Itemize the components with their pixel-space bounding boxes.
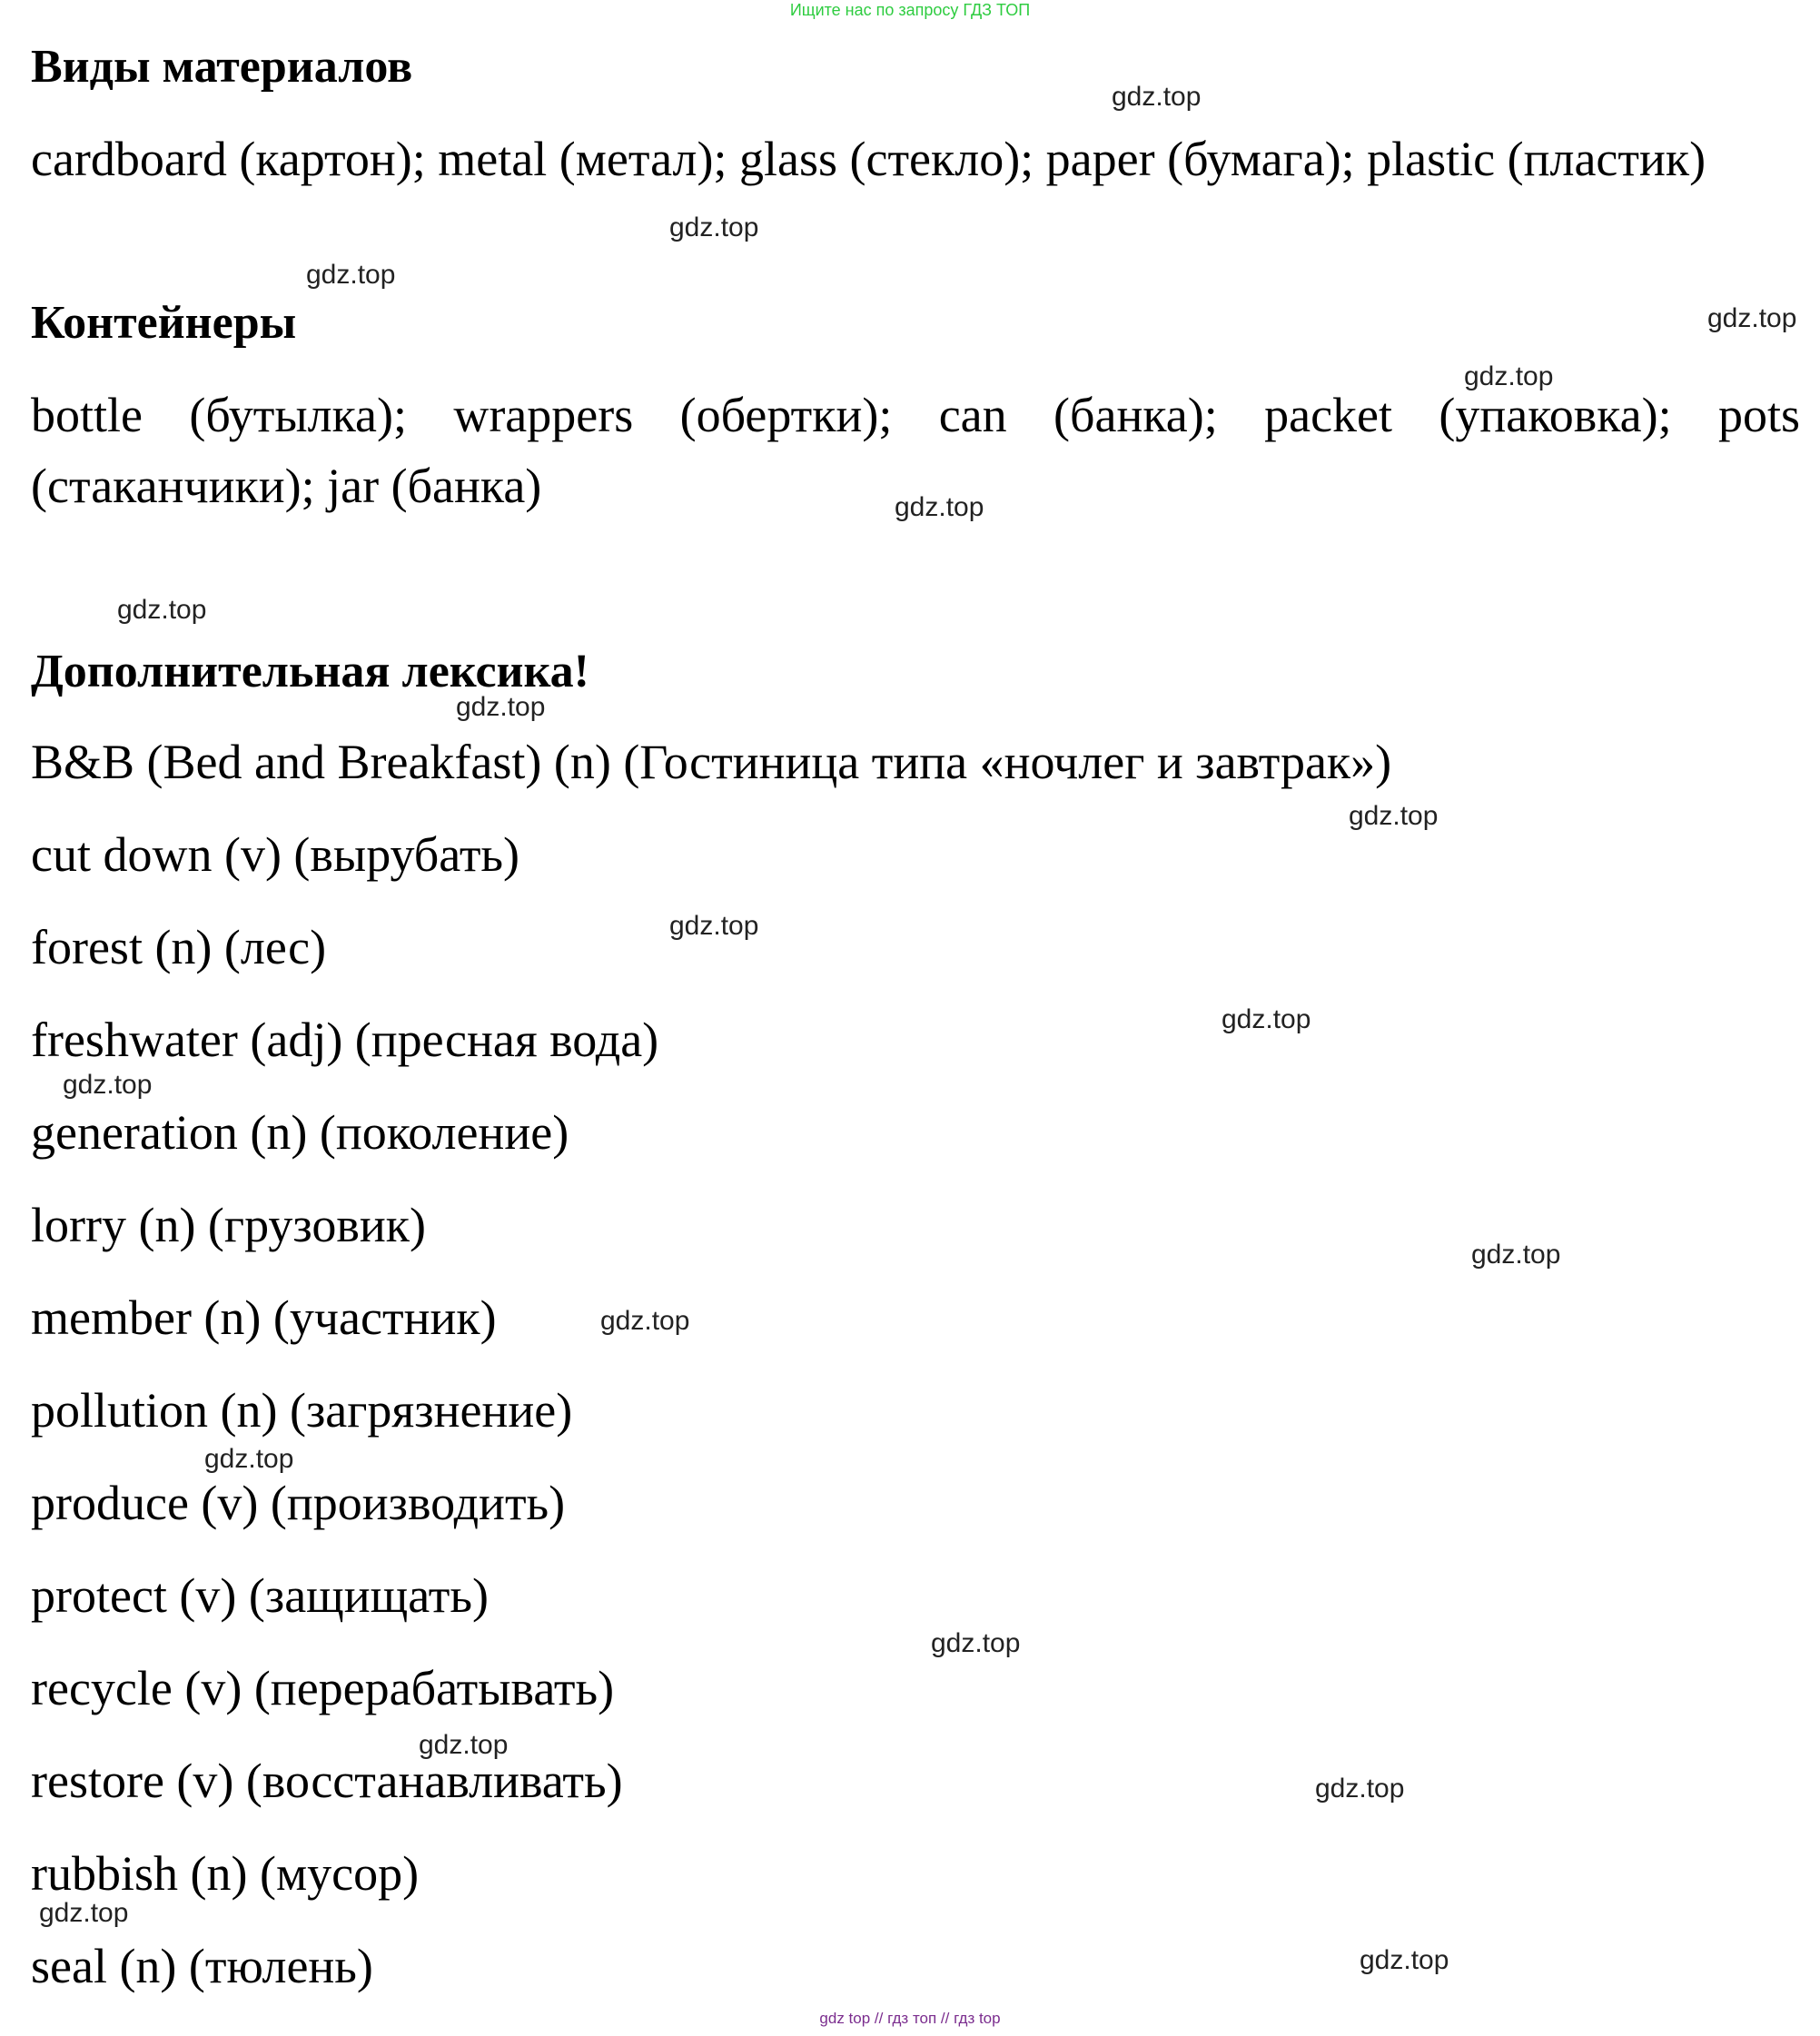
watermark: gdz.top — [204, 1444, 294, 1474]
watermark: gdz.top — [1222, 1004, 1311, 1034]
watermark: gdz.top — [600, 1306, 690, 1336]
vocabulary-item: produce (v) (производить) — [31, 1476, 566, 1530]
containers-text: bottle (бутылка); wrappers (обертки); can (банка); packet (упаковка); pots (стаканчики); jar (банка) — [31, 388, 1800, 513]
watermark: gdz.top — [456, 692, 546, 722]
watermark: gdz.top — [419, 1730, 509, 1760]
watermark: gdz.top — [669, 212, 759, 242]
containers-heading: Контейнеры — [31, 297, 297, 349]
watermark: gdz.top — [1707, 303, 1797, 333]
materials-text: cardboard (картон); metal (метал); glass (стекло); paper (бумага); plastic (пластик) — [31, 132, 1706, 186]
watermark: gdz.top — [39, 1898, 129, 1928]
watermark: gdz.top — [306, 260, 396, 290]
vocabulary-item: rubbish (n) (мусор) — [31, 1846, 420, 1901]
vocabulary-item: pollution (n) (загрязнение) — [31, 1383, 573, 1438]
vocabulary-item: seal (n) (тюлень) — [31, 1939, 373, 1993]
extra-vocabulary-heading: Дополнительная лексика! — [31, 646, 589, 697]
vocabulary-item: generation (n) (поколение) — [31, 1105, 569, 1160]
watermark: gdz.top — [895, 492, 984, 522]
watermark: gdz.top — [1112, 82, 1202, 112]
watermark: gdz.top — [63, 1070, 153, 1100]
watermark: gdz.top — [117, 595, 207, 625]
vocabulary-item: restore (v) (восстанавливать) — [31, 1754, 623, 1808]
vocabulary-item: protect (v) (защищать) — [31, 1568, 490, 1623]
watermark: gdz.top — [1471, 1240, 1561, 1270]
watermark: gdz.top — [669, 911, 759, 941]
watermark: gdz.top — [1360, 1945, 1449, 1975]
top-banner: Ищите нас по запросу ГДЗ ТОП — [789, 1, 1031, 19]
vocabulary-item: lorry (n) (грузовик) — [31, 1198, 426, 1252]
watermark: gdz.top — [1464, 361, 1554, 391]
vocabulary-item: forest (n) (лес) — [31, 920, 327, 974]
watermark: gdz.top — [931, 1628, 1021, 1658]
footer-watermark: gdz top // гдз топ // гдз top — [819, 2010, 1001, 2027]
watermark: gdz.top — [1349, 801, 1439, 831]
watermark: gdz.top — [1315, 1774, 1405, 1804]
materials-heading: Виды материалов — [31, 41, 413, 93]
vocabulary-item: cut down (v) (вырубать) — [31, 827, 520, 882]
vocabulary-item: freshwater (adj) (пресная вода) — [31, 1013, 659, 1067]
vocabulary-item: B&B (Bed and Breakfast) (n) (Гостиница типа «ночлег и завтрак») — [31, 735, 1392, 789]
vocabulary-item: member (n) (участник) — [31, 1290, 497, 1345]
vocabulary-item: recycle (v) (перерабатывать) — [31, 1661, 615, 1715]
